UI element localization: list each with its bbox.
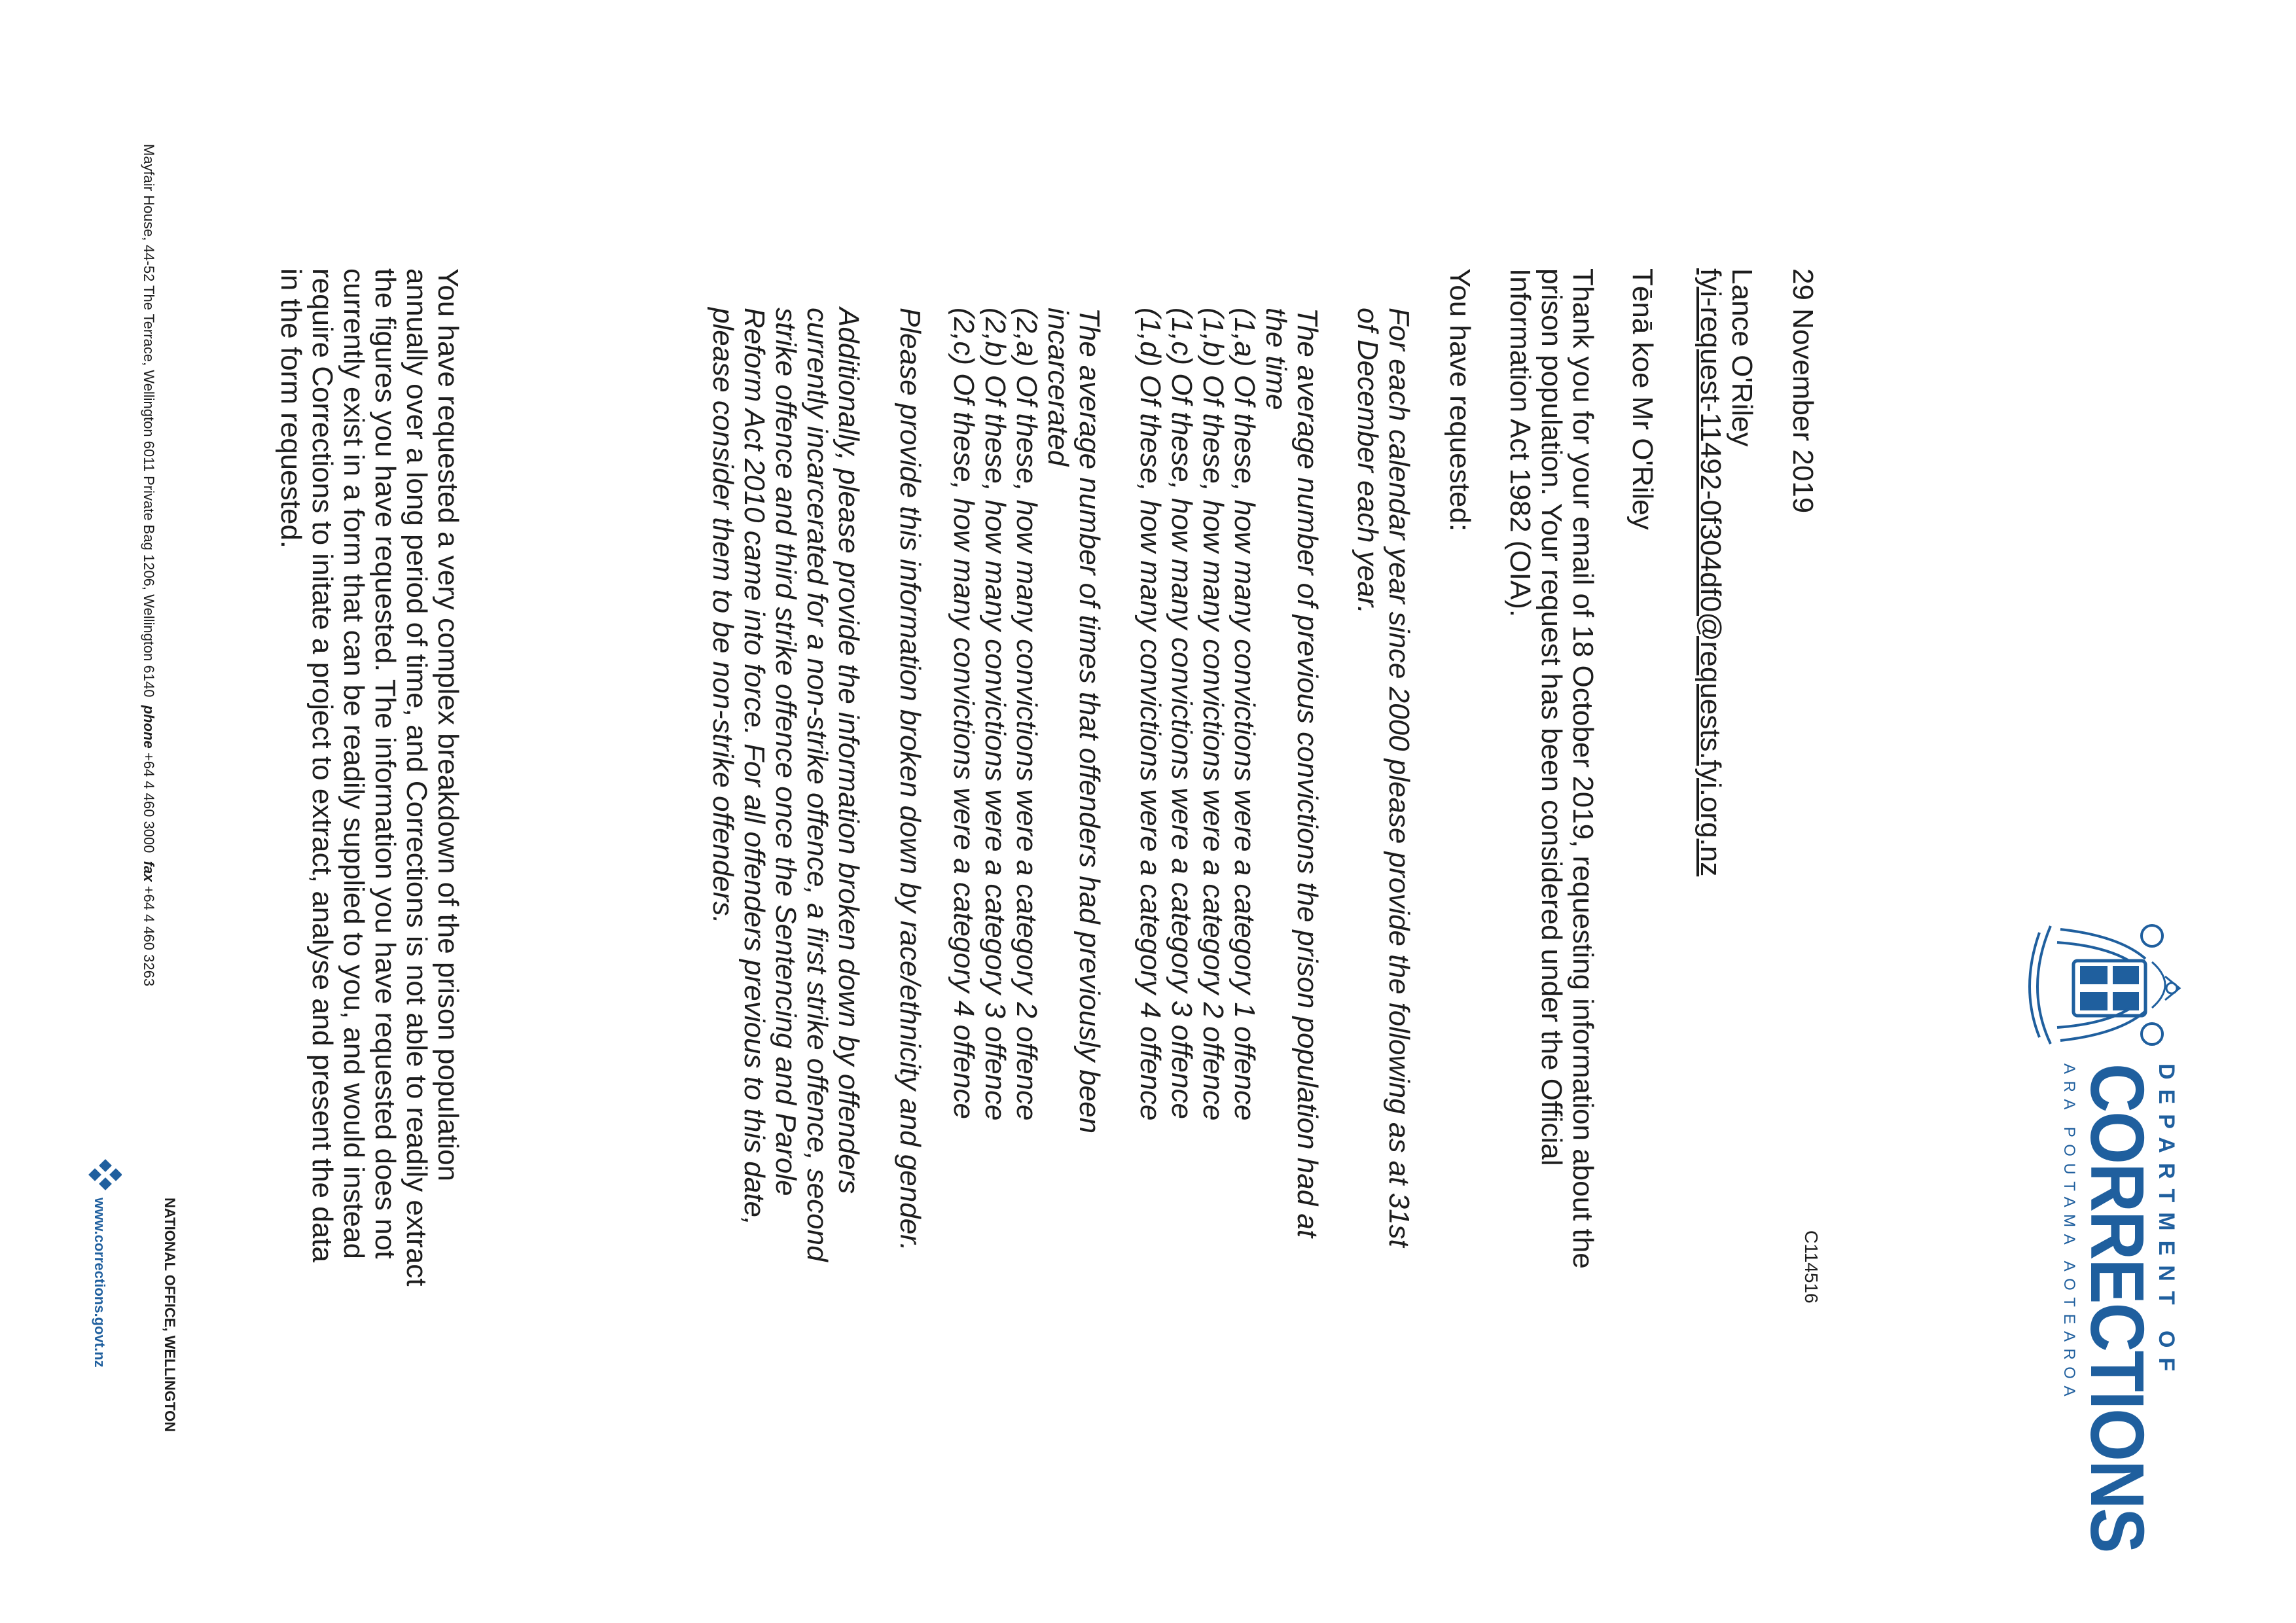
request-line: (1,a) Of these, how many convictions were a category 1 offence: [1229, 308, 1261, 1121]
intro-paragraph: [1504, 268, 1598, 1315]
request-line: (1,b) Of these, how many convictions were a category 2 offence: [1197, 308, 1229, 1121]
footer-phone-label: phone: [141, 705, 157, 749]
request-line: the time: [1260, 308, 1292, 410]
recipient-email-link[interactable]: fyi-request-11492-0f304df0@requests.fyi.org.nz: [1695, 268, 1727, 877]
request-line: please consider them to be non-strike offenders.: [707, 308, 739, 924]
request-line: Reform Act 2010 came into force. For all offenders previous to this date,: [738, 308, 770, 1226]
logo-text-block: [2059, 1063, 2179, 1552]
request-line: strike offence and third strike offence once the Sentencing and Parole: [770, 308, 802, 1196]
request-line: currently incarcerated for a non-strike offence, a first strike offence, second: [801, 308, 833, 1262]
logo-department-of: DEPARTMENT OF: [2154, 1063, 2179, 1382]
response-line: annually over a long period of time, and Corrections is not able to readily extract: [401, 268, 433, 1287]
requested-heading: You have requested:: [1444, 268, 1476, 532]
request-line: The average number of previous convictions the prison population had at: [1291, 308, 1323, 1238]
request-paragraph-5: [707, 308, 864, 1329]
footer-fax: +64 4 460 3263: [141, 885, 157, 987]
intro-line: Information Act 1982 (OIA).: [1504, 268, 1536, 618]
request-paragraph-1: [1352, 308, 1414, 1329]
request-line: For each calendar year since 2000 please provide the following as at 31st: [1383, 308, 1415, 1247]
nz-coat-of-arms-icon: [2028, 916, 2191, 1054]
request-paragraph-3: [948, 308, 1105, 1329]
request-line: Additionally, please provide the information broken down by offenders: [833, 308, 865, 1194]
request-line: (2,a) Of these, how many convictions were a category 2 offence: [1011, 308, 1043, 1121]
intro-line: Thank you for your email of 18 October 2019, requesting information about the: [1567, 268, 1599, 1269]
letter-date: 29 November 2019: [1787, 268, 1819, 514]
footer-address: [139, 144, 158, 986]
request-line: (1,c) Of these, how many convictions were a category 3 offence: [1166, 308, 1198, 1119]
request-line: (2,c) Of these, how many convictions were a category 4 offence: [948, 308, 980, 1119]
reference-number: C114516: [1801, 1230, 1821, 1304]
response-line: require Corrections to initate a project to extract, analyse and present the data: [306, 268, 338, 1262]
request-line: The average number of times that offenders had previously been: [1073, 308, 1105, 1134]
intro-line: prison population. Your request has been considered under the Official: [1535, 268, 1568, 1166]
response-line: You have requested a very complex breakdown of the prison population: [432, 268, 464, 1182]
footer-address-text: Mayfair House, 44-52 The Terrace, Wellington 6011 Private Bag 1206, Wellington 6140: [141, 144, 157, 698]
corrections-logo: [2028, 916, 2191, 1552]
salutation: Tēnā koe Mr O'Riley: [1626, 268, 1659, 530]
request-line: of December each year.: [1352, 308, 1384, 614]
footer-office: NATIONAL OFFICE, WELLINGTON: [162, 1198, 178, 1433]
footer-website[interactable]: www.corrections.govt.nz: [92, 1198, 108, 1368]
footer-fax-label: fax: [141, 861, 157, 882]
request-line: (2,b) Of these, how many convictions were a category 3 offence: [979, 308, 1011, 1121]
request-line: Please provide this information broken down by race/ethnicity and gender.: [894, 308, 926, 1251]
request-paragraph-2: [1134, 308, 1323, 1329]
logo-corrections: CORRECTIONS: [2074, 1063, 2159, 1552]
request-paragraph-4: [894, 308, 925, 1329]
footer-phone: +64 4 460 3000: [141, 752, 157, 853]
recipient-name: Lance O'Riley: [1726, 268, 1758, 447]
logo-maori-name: ARA POUTAMA AOTEAROA: [2060, 1063, 2078, 1403]
recipient-block: [1695, 268, 1757, 1315]
response-paragraph: [275, 268, 463, 1315]
response-line: currently exist in a form that can be readily supplied to you, and would instead: [338, 268, 370, 1259]
response-line: in the form requested.: [275, 268, 307, 549]
request-line: incarcerated: [1042, 308, 1074, 467]
request-line: (1,d) Of these, how many convictions were a category 4 offence: [1134, 308, 1166, 1121]
response-line: the figures you have requested. The information you have requested does not: [369, 268, 401, 1259]
corrections-diamond-mark-icon: [88, 1158, 122, 1192]
